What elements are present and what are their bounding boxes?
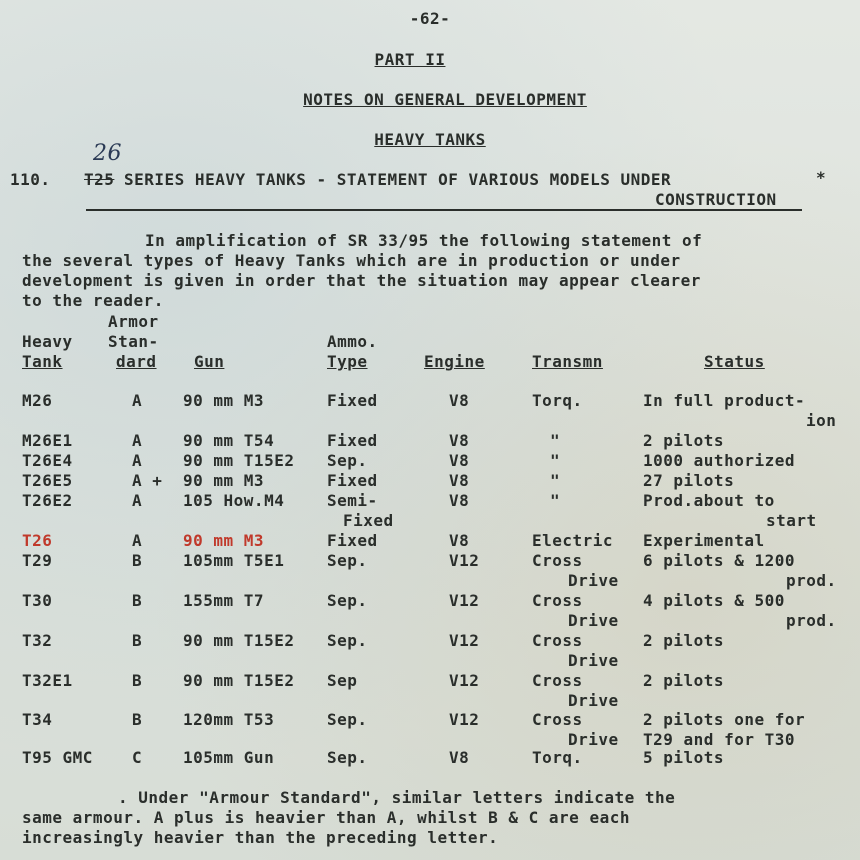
intro-line-2: the several types of Heavy Tanks which are in production or under	[22, 251, 681, 270]
table-row-engine: V8	[449, 471, 470, 490]
table-row-gun: 105mm T5E1	[183, 551, 285, 570]
table-row-engine: V8	[449, 431, 470, 450]
footnote-line-3: increasingly heavier than the preceding letter.	[22, 828, 499, 847]
part-heading: PART II	[374, 50, 446, 69]
table-row-gun: 90 mm M3	[183, 531, 265, 550]
table-row-tank: T32E1	[22, 671, 73, 690]
table-row-ammo: Sep.	[327, 710, 368, 729]
table-row-armor: B	[132, 710, 143, 729]
table-row-transmission-cont: Drive	[568, 691, 619, 710]
header-armor-1: Armor	[108, 312, 159, 331]
table-row-tank: T26E5	[22, 471, 73, 490]
table-row-tank: T95 GMC	[22, 748, 93, 767]
struck-model: T25	[84, 170, 115, 189]
table-row-transmission-cont: Drive	[568, 571, 619, 590]
table-row-armor: B	[132, 591, 143, 610]
intro-line-4: to the reader.	[22, 291, 164, 310]
table-row-gun: 90 mm T15E2	[183, 451, 295, 470]
table-row-armor: B	[132, 631, 143, 650]
table-row-ammo: Fixed	[327, 431, 378, 450]
table-row-status: 5 pilots	[643, 748, 725, 767]
table-row-tank: T32	[22, 631, 53, 650]
table-row-gun: 120mm T53	[183, 710, 275, 729]
table-row-ammo: Sep.	[327, 451, 368, 470]
page-number: -62-	[409, 9, 451, 28]
table-row-ammo: Fixed	[327, 391, 378, 410]
section-heading: NOTES ON GENERAL DEVELOPMENT	[303, 90, 587, 109]
table-row-armor: C	[132, 748, 143, 767]
table-row-status: Prod.about to	[643, 491, 775, 510]
table-row-ammo: Sep.	[327, 748, 368, 767]
table-row-armor: A +	[132, 471, 163, 490]
table-row-engine: V12	[449, 631, 480, 650]
table-row-armor: A	[132, 391, 143, 410]
table-row-ammo: Sep.	[327, 551, 368, 570]
table-row-status: 2 pilots	[643, 671, 725, 690]
table-row-gun: 90 mm T15E2	[183, 671, 295, 690]
item-title-line2: CONSTRUCTION	[655, 190, 777, 209]
table-row-status: 27 pilots	[643, 471, 735, 490]
table-row-transmission: Cross	[532, 631, 583, 650]
table-row-engine: V8	[449, 531, 470, 550]
table-row-armor: A	[132, 431, 143, 450]
table-row-tank: M26E1	[22, 431, 73, 450]
table-row-gun: 105 How.M4	[183, 491, 285, 510]
footnote-line-2: same armour. A plus is heavier than A, whilst B & C are each	[22, 808, 630, 827]
table-row-engine: V12	[449, 671, 480, 690]
table-row-status-cont: prod.	[786, 571, 837, 590]
header-transmission: Transmn	[532, 352, 603, 371]
header-tank-2: Tank	[22, 352, 63, 371]
table-row-tank: M26	[22, 391, 53, 410]
table-row-ammo: Semi-	[327, 491, 378, 510]
table-row-tank: T30	[22, 591, 53, 610]
table-row-status-cont: ion	[806, 411, 837, 430]
table-row-status: 6 pilots & 1200	[643, 551, 795, 570]
table-row-transmission: "	[550, 471, 561, 490]
table-row-ammo: Sep.	[327, 591, 368, 610]
table-row-tank: T26E4	[22, 451, 73, 470]
table-row-engine: V8	[449, 451, 470, 470]
table-row-armor: B	[132, 551, 143, 570]
header-armor-3: dard	[116, 352, 157, 371]
table-row-engine: V12	[449, 551, 480, 570]
table-row-gun: 155mm T7	[183, 591, 265, 610]
table-row-engine: V12	[449, 591, 480, 610]
table-row-transmission-cont: Drive	[568, 651, 619, 670]
handwritten-correction: 26	[93, 141, 122, 166]
header-tank-1: Heavy	[22, 332, 73, 351]
table-row-transmission: Cross	[532, 710, 583, 729]
table-row-status: 4 pilots & 500	[643, 591, 785, 610]
header-ammo-1: Ammo.	[327, 332, 378, 351]
table-row-ammo: Fixed	[327, 471, 378, 490]
table-row-transmission: "	[550, 491, 561, 510]
table-row-gun: 90 mm M3	[183, 391, 265, 410]
table-row-status-cont: start	[766, 511, 817, 530]
table-row-armor: A	[132, 491, 143, 510]
table-row-armor: A	[132, 531, 143, 550]
table-row-engine: V8	[449, 491, 470, 510]
intro-line-1: In amplification of SR 33/95 the following statement of	[145, 231, 703, 250]
header-gun: Gun	[194, 352, 225, 371]
intro-line-3: development is given in order that the situation may appear clearer	[22, 271, 701, 290]
table-row-armor: A	[132, 451, 143, 470]
table-row-tank: T29	[22, 551, 53, 570]
table-row-ammo: Fixed	[327, 531, 378, 550]
table-row-transmission-cont: Drive	[568, 730, 619, 749]
title-rule	[86, 209, 802, 211]
table-row-ammo: Sep.	[327, 631, 368, 650]
subsection-heading: HEAVY TANKS	[374, 130, 486, 149]
header-armor-2: Stan-	[108, 332, 159, 351]
table-row-status: 2 pilots	[643, 631, 725, 650]
table-row-engine: V8	[449, 748, 470, 767]
asterisk: *	[816, 168, 827, 187]
table-row-transmission: Cross	[532, 591, 583, 610]
header-ammo-2: Type	[327, 352, 368, 371]
header-status: Status	[704, 352, 765, 371]
table-row-gun: 105mm Gun	[183, 748, 275, 767]
table-row-transmission-cont: Drive	[568, 611, 619, 630]
table-row-status: 1000 authorized	[643, 451, 795, 470]
table-row-gun: 90 mm T54	[183, 431, 275, 450]
table-row-status: 2 pilots one for	[643, 710, 806, 729]
table-row-tank: T34	[22, 710, 53, 729]
table-row-armor: B	[132, 671, 143, 690]
table-row-status: Experimental	[643, 531, 765, 550]
table-row-tank: T26E2	[22, 491, 73, 510]
table-row-transmission: Torq.	[532, 748, 583, 767]
table-row-engine: V8	[449, 391, 470, 410]
table-row-transmission: Cross	[532, 551, 583, 570]
table-row-status: In full product-	[643, 391, 806, 410]
table-row-transmission: "	[550, 431, 561, 450]
item-title: SERIES HEAVY TANKS - STATEMENT OF VARIOUS MODELS UNDER	[124, 170, 672, 189]
table-row-transmission: "	[550, 451, 561, 470]
table-row-status-cont: T29 and for T30	[643, 730, 795, 749]
table-row-engine: V12	[449, 710, 480, 729]
table-row-ammo: Sep	[327, 671, 358, 690]
table-row-gun: 90 mm T15E2	[183, 631, 295, 650]
header-engine: Engine	[424, 352, 485, 371]
table-row-transmission: Cross	[532, 671, 583, 690]
table-row-transmission: Torq.	[532, 391, 583, 410]
table-row-ammo-cont: Fixed	[343, 511, 394, 530]
footnote-line-1: . Under "Armour Standard", similar letters indicate the	[118, 788, 676, 807]
table-row-transmission: Electric	[532, 531, 614, 550]
table-row-status-cont: prod.	[786, 611, 837, 630]
table-row-tank: T26	[22, 531, 53, 550]
table-row-gun: 90 mm M3	[183, 471, 265, 490]
item-number: 110.	[10, 170, 51, 189]
table-row-status: 2 pilots	[643, 431, 725, 450]
